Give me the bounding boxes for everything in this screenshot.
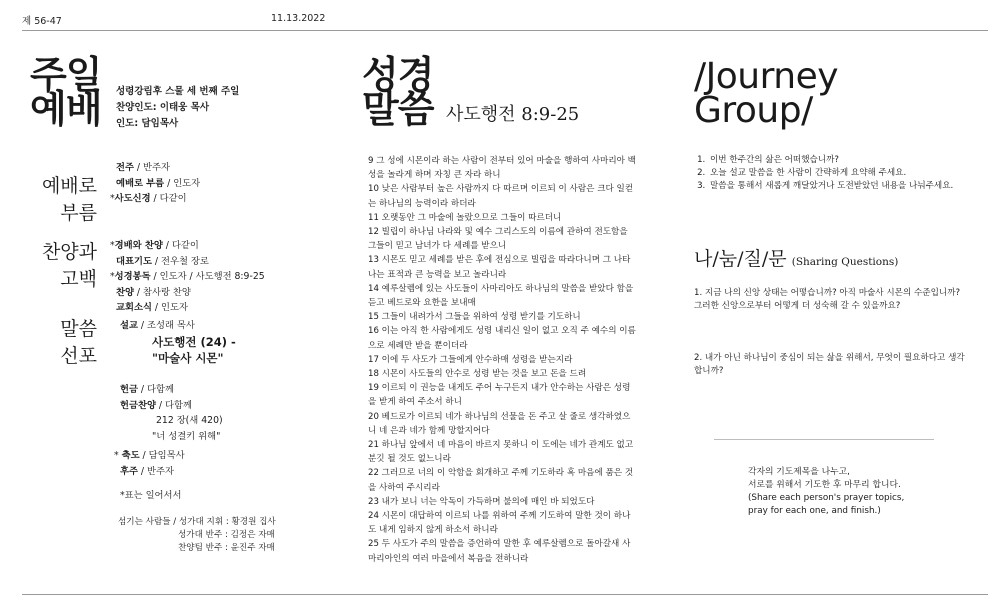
worship-title: 주일 예배 <box>30 53 102 131</box>
sharing-heading <box>694 244 898 271</box>
bulletin-date: 11.13.2022 <box>271 13 326 24</box>
order-item: 후주 / 반주자 <box>120 465 174 477</box>
order-item: 교회소식 / 인도자 <box>116 302 188 313</box>
section-label-praise: 찬양과 고백 <box>41 241 97 290</box>
offering-hymn: 212 장(새 420) <box>156 415 223 426</box>
section-label-word: 말씀 선포 <box>60 318 97 367</box>
verse: 13 시몬도 믿고 세례를 받은 후에 전심으로 빌립을 따라다니며 그 나타나는 표적과 큰 능력을 보고 놀라니라 <box>368 255 631 280</box>
order-item: *성경봉독 / 인도자 / 사도행전 8:9-25 <box>110 271 265 282</box>
sermon-title: 사도행전 (24) - "마술사 시몬" <box>152 335 236 365</box>
issue-number: 제 56-47 <box>22 16 62 27</box>
credit-line: 찬양팀 반주 : 윤진주 자매 <box>178 543 275 553</box>
worship-season: 성령강림후 스물 세 번째 주일 <box>116 86 240 97</box>
verse: 15 그들이 내려가서 그들을 위하여 성령 받기를 기도하니 <box>368 312 581 323</box>
verse: 18 시몬이 사도들의 안수로 성령 받는 것을 보고 돈을 드려 <box>368 369 587 380</box>
worship-meta <box>116 84 239 132</box>
verse: 24 시몬이 대답하여 이르되 나를 위하여 주께 기도하여 말한 것이 하나도 내게 임하지 않게 하소서 하니라 <box>368 511 631 536</box>
sharing-subtitle: (Sharing Questions) <box>791 256 899 268</box>
credit-line: 성가대 반주 : 김정은 자매 <box>178 530 275 540</box>
verse: 14 예루살렘에 있는 사도들이 사마리아도 하나님의 말씀을 받았다 함을 듣고 베드로와 요한을 보내매 <box>368 283 634 309</box>
journey-questions <box>694 154 964 192</box>
order-item: *사도신경 / 다같이 <box>110 193 187 204</box>
verse: 17 이에 두 사도가 그들에게 안수하매 성령을 받는지라 <box>368 354 573 365</box>
order-item: 찬양 / 참사랑 찬양 <box>116 286 191 298</box>
verse: 11 오랫동안 그 마술에 놀랐으므로 그들이 따르더니 <box>368 212 562 223</box>
verse: 10 낮은 사람부터 높은 사람까지 다 따르며 이르되 이 사람은 크다 일컫는 하나님의 능력이라 하더라 <box>368 184 634 209</box>
verse: 22 그러므로 너의 이 악함을 회개하고 주께 기도하라 혹 마음에 품은 것을 사하여 주시리라 <box>368 468 634 493</box>
scripture-reference: 사도행전 8:9-25 <box>446 104 580 125</box>
order-item: *경배와 찬양 / 다같이 <box>110 240 199 251</box>
credits <box>118 516 276 555</box>
prayer-divider <box>714 439 934 440</box>
verse: 19 이르되 이 권능을 내게도 주어 누구든지 내가 안수하는 사람은 성령을 받게 하여 주소서 하니 <box>368 383 631 408</box>
verse: 16 이는 아직 한 사람에게도 성령 내리신 일이 없고 오직 주 예수의 이름으로 세례만 받을 뿐이더라 <box>368 326 636 351</box>
scripture-verses <box>368 154 638 566</box>
bottom-rule <box>22 594 988 595</box>
sharing-question-2: 2. 내가 아닌 하나님이 중심이 되는 삶을 위해서, 무엇이 필요하다고 생각합니까? <box>694 353 965 376</box>
worship-leader: 인도: 담임목사 <box>116 118 179 129</box>
order-item: 전주 / 반주자 <box>116 162 170 173</box>
sermon-line: 설교 / 조성래 목사 <box>120 320 195 331</box>
verse: 20 베드로가 이르되 네가 하나님의 선물을 돈 주고 살 줄로 생각하였으니 네 은과 네가 함께 망할지어다 <box>368 411 631 436</box>
stand-note: *표는 일어서서 <box>120 490 182 501</box>
sharing-question-1: 1. 지금 나의 신앙 상태는 어떻습니까? 아직 마술사 시몬의 수준입니까? 그러한 신앙으로부터 어떻게 더 성숙해 갈 수 있을까요? <box>694 288 961 311</box>
order-item: 예배로 부름 / 인도자 <box>116 177 201 189</box>
order-praise-list <box>110 238 265 316</box>
order-call-list <box>110 160 201 207</box>
verse: 21 하나님 앞에서 네 마음이 바르지 못하니 이 도에는 네가 관계도 없고 분깃 될 것도 없느니라 <box>368 440 634 465</box>
verse: 23 내가 보니 너는 악독이 가득하며 불의에 매인 바 되었도다 <box>368 496 595 507</box>
top-rule <box>22 30 988 31</box>
order-closing-list <box>114 448 185 479</box>
verse: 25 두 사도가 주의 말씀을 증언하여 말한 후 예루살렘으로 돌아갈새 사마리아인의 여러 마을에서 복음을 전하니라 <box>368 539 631 564</box>
journey-question: 1. 이번 한주간의 삶은 어떠했습니까? <box>708 154 964 167</box>
hymn-leader: 찬양인도: 이태웅 목사 <box>116 102 210 113</box>
order-item: 대표기도 / 전우철 장로 <box>116 255 209 267</box>
scripture-title: 성경 말씀 <box>362 53 434 131</box>
section-label-call: 예배로 부름 <box>41 175 97 224</box>
journey-question: 3. 말씀을 통해서 새롭게 깨달았거나 도전받았던 내용을 나눠주세요. <box>708 180 964 193</box>
verse: 9 그 성에 시몬이라 하는 사람이 전부터 있어 마술을 행하여 사마리아 백성을 놀라게 하며 자칭 큰 자라 하니 <box>368 156 636 181</box>
sharing-title: 나/눔/질/문 <box>694 248 787 270</box>
order-item: * 축도 / 담임목사 <box>114 450 185 461</box>
offering-hymn-title: "너 성결키 위해" <box>152 430 221 442</box>
prayer-instruction: 각자의 기도제목을 나누고, 서로를 위해서 기도한 후 마무리 합니다. (Share each person's prayer topics, pray for each one, and finish.) <box>748 467 905 516</box>
credit-line: 섬기는 사람들 / 성가대 지휘 : 황경원 집사 <box>118 517 276 527</box>
journey-title: /Journey Group/ <box>694 56 839 131</box>
verse: 12 빌립이 하나님 나라와 및 예수 그리스도의 이름에 관하여 전도함을 그들이 믿고 남녀가 다 세례를 받으니 <box>368 227 628 252</box>
order-item: 헌금찬양 / 다함께 <box>120 399 192 411</box>
order-item: 헌금 / 다함께 <box>120 384 174 395</box>
offering-block <box>120 382 223 444</box>
journey-question: 2. 오늘 설교 말씀을 한 사람이 간략하게 요약해 주세요. <box>708 167 964 180</box>
